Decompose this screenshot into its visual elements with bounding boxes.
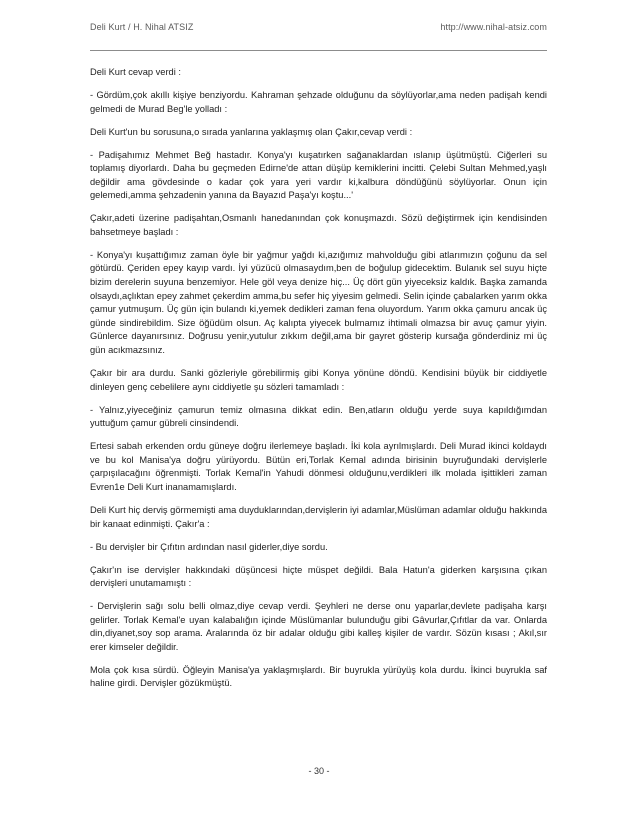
paragraph: Deli Kurt'un bu sorusuna,o sırada yanlarına yaklaşmış olan Çakır,cevap verdi : (90, 126, 413, 137)
paragraph: - Padişahımız Mehmet Beğ hastadır. Konya'yı kuşatırken sağanaklardan ıslanıp üşütmüştü. Ciğerleri su toplamış diyorlardı. Daha bu geçmeden Edirne'de attan düşüp kemiklerini incitti. Çelebi Sultan Mehmed,yaşlı değildir ama gövdesinde o kadar çok yara yeri vardır ki,kalbura döndüğünü söylüyorlar. Onun için gelemedi,amma şehzadenin yanına da Bayazıd Paşa'yı koştu...' (90, 149, 547, 201)
paragraph: Çakır'ın ise dervişler hakkındaki düşüncesi hiçte müspet değildi. Bala Hatun'a giderken karşısına çıkan dervişleri unutamamıştı : (90, 564, 547, 589)
header-url: http://www.nihal-atsiz.com (440, 22, 547, 32)
paragraph: Deli Kurt cevap verdi : (90, 67, 181, 77)
paragraph: - Bu dervişler bir Çıfıtın ardından nasıl giderler,diye sordu. (90, 541, 328, 552)
paragraph: - Konya'yı kuşattığımız zaman öyle bir yağmur yağdı ki,azığımız mahvolduğu gibi atlarımızın çoğunu da sel götürdü. Çeriden epey kayıp vardı. İyi yüzücü olmasaydım,ben de boğulup gidecektim. Bulanık sel suyu hiçte bizim derelerin suyuna benzemiyor. Hele göl veya denize hiç... Üç dört gün yiyeceksiz kaldık. Başka zamanda olsaydı,açlıktan epey zahmet çekerdim amma,bu sefer hiç yiyesim gelmedi. Selin içinde çabalarken yarım okka çamur yutmuşum. Üç gün için bulandı ki,yemek dedikleri zaman fena oluyordum. Yarım okka çamuru ancak üç günde sindirebildim. Size öğüdüm olsun. Aç kalıpta yiyecek bulmamız ihtimali olmazsa bir avuç çamur yiyin. Günlerce dayanırsınız. Doğrusu yenir,yutulur zıkkım değil,ama bir gayret gösterip kursağa gönderdiniz mi üç gün acıkmazsınız. (90, 249, 547, 356)
paragraph: - Gördüm,çok akıllı kişiye benziyordu. Kahraman şehzade olduğunu da söylüyorlar,ama neden padişah kendi gelmedi de Murad Beg'le yolladı : (90, 89, 547, 114)
page-body (90, 66, 547, 700)
paragraph: Çakır bir ara durdu. Sanki gözleriyle görebilirmiş gibi Konya yönüne döndü. Kendisini büyük bir ciddiyetle dinleyen genç cebelilere aynı ciddiyetle şu sözleri tamamladı : (90, 368, 547, 392)
paragraph: Çakır,adeti üzerine padişahtan,Osmanlı hanedanından çok konuşmazdı. Sözü değiştirmek için kendisinden bahsetmeye başladı : (90, 213, 547, 237)
header-title: Deli Kurt / H. Nihal ATSIZ (90, 22, 194, 32)
paragraph: Mola çok kısa sürdü. Öğleyin Manisa'ya yaklaşmışlardı. Bir buyrukla yürüyüş kola durdu. İkinci buyrukla saf haline girdi. Dervişler gözükmüştü. (90, 664, 547, 689)
header-divider (90, 50, 547, 51)
paragraph: - Dervişlerin sağı solu belli olmaz,diye cevap verdi. Şeyhleri ne derse onu yaparlar,devlete padişaha karşı gelirler. Torlak Kemal'e uyan kalabalığın içinde Müslümanlar bulunduğu gibi Gâvurlar,Çıfıtlar da var. Onlarda din,diyanet,soy sop arama. Aralarında öz bir adalar olduğu gibi kalleş kişiler de vardır. Sözün kısası ; Akıl,sır erer kimseler değildir. (90, 601, 547, 652)
page-number: - 30 - (308, 766, 330, 776)
page-header (90, 22, 547, 32)
paragraph: Deli Kurt hiç derviş görmemişti ama duyduklarından,dervişlerin iyi adamlar,Müslüman adamlar olduğu hakkında bir kanaat edinmişti. Çakır'a : (90, 504, 547, 529)
paragraph: Ertesi sabah erkenden ordu güneye doğru ilerlemeye başladı. İki kola ayrılmışlardı. Deli Murad ikinci koldaydı ve bu kol Manisa'ya doğru yürüyordu. Bütün eri,Torlak Kemal adında birisinin buyruğundaki dervişlerle çarpışılacağını öğrenmişti. Torlak Kemal'in Yahudi dönmesi olduğunu,verdikleri ilk molada işittikleri zaman Evren1e Deli Kurt inanamamışlardı. (90, 441, 547, 492)
paragraph: - Yalnız,yiyeceğiniz çamurun temiz olmasına dikkat edin. Ben,atların olduğu yerde suya kapıldığımdan yuttuğum çamur gübreli cinsindendi. (90, 404, 547, 429)
